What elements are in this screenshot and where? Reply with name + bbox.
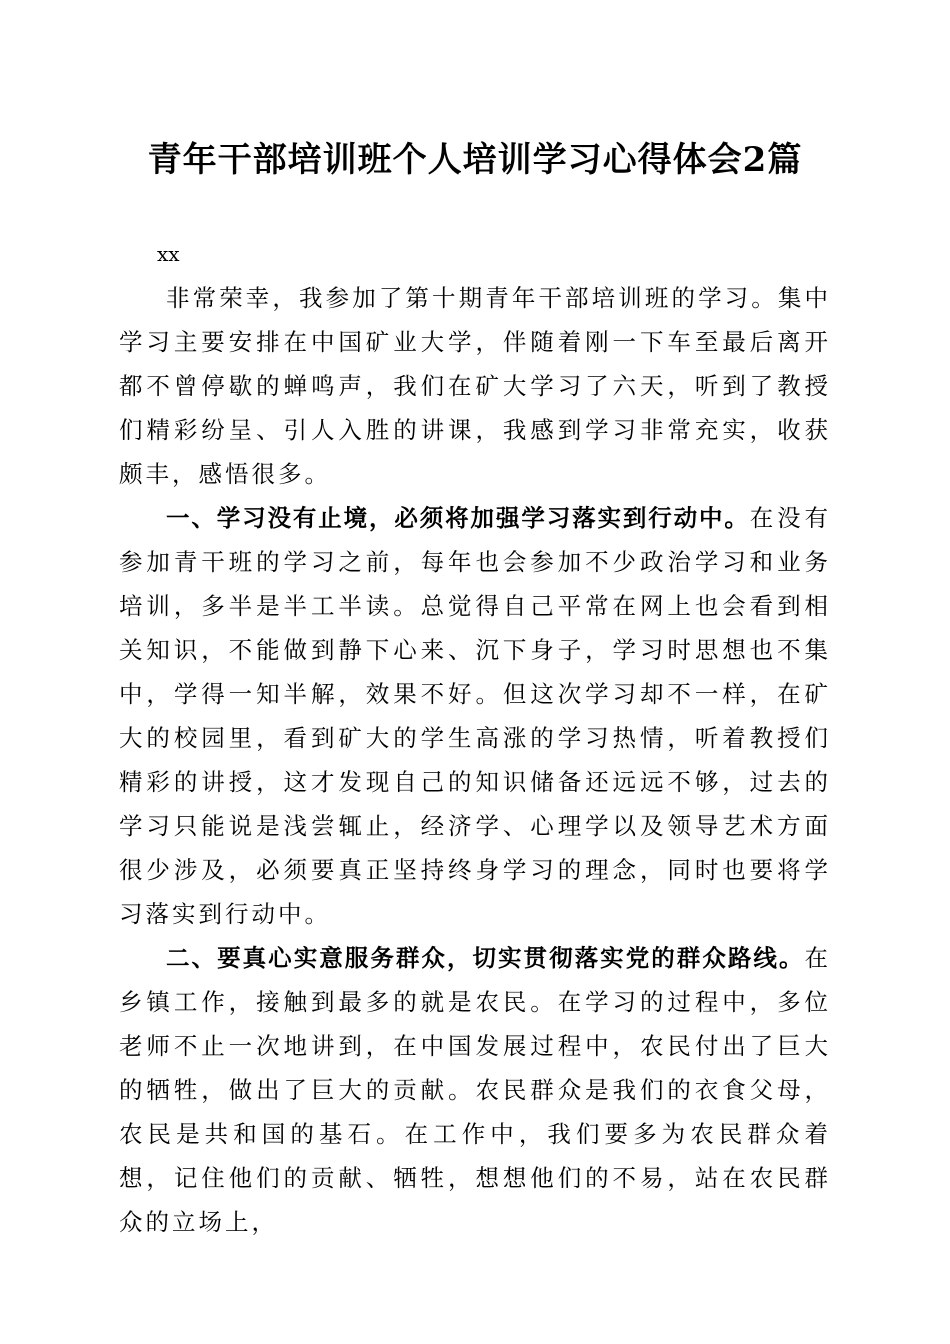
section-heading: 二、要真心实意服务群众，切实贯彻落实党的群众路线。: [166, 944, 805, 972]
paragraph-text: 非常荣幸，我参加了第十期青年干部培训班的学习。集中学习主要安排在中国矿业大学，伴随着刚一下车至最后离开都不曾停歇的蝉鸣声，我们在矿大学习了六天，听到了教授们精彩纷呈、引人入胜的讲课，我感到学习非常充实，收获颇丰，感悟很多。: [119, 284, 831, 488]
section-heading: 一、学习没有止境，必须将加强学习落实到行动中。: [166, 504, 750, 532]
paragraph-section-1: [119, 496, 831, 936]
document-body: [119, 232, 831, 1244]
paragraph-text: 在没有参加青干班的学习之前，每年也会参加不少政治学习和业务培训，多半是半工半读。总觉得自己平常在网上也会看到相关知识，不能做到静下心来、沉下身子，学习时思想也不集中，学得一知半解，效果不好。但这次学习却不一样，在矿大的校园里，看到矿大的学生高涨的学习热情，听着教授们精彩的讲授，这才发现自己的知识储备还远远不够，过去的学习只能说是浅尝辄止，经济学、心理学以及领导艺术方面很少涉及，必须要真正坚持终身学习的理念，同时也要将学习落实到行动中。: [119, 504, 832, 928]
author-name: xx: [157, 242, 180, 266]
paragraph-text: 在乡镇工作，接触到最多的就是农民。在学习的过程中，多位老师不止一次地讲到，在中国发展过程中，农民付出了巨大的牺牲，做出了巨大的贡献。农民群众是我们的衣食父母，农民是共和国的基石。在工作中，我们要多为农民群众着想，记住他们的贡献、牺牲，想想他们的不易，站在农民群众的立场上，: [119, 944, 831, 1236]
paragraph-intro: [119, 276, 831, 496]
document-title: 青年干部培训班个人培训学习心得体会2篇: [147, 140, 803, 180]
paragraph-section-2: [119, 936, 831, 1244]
